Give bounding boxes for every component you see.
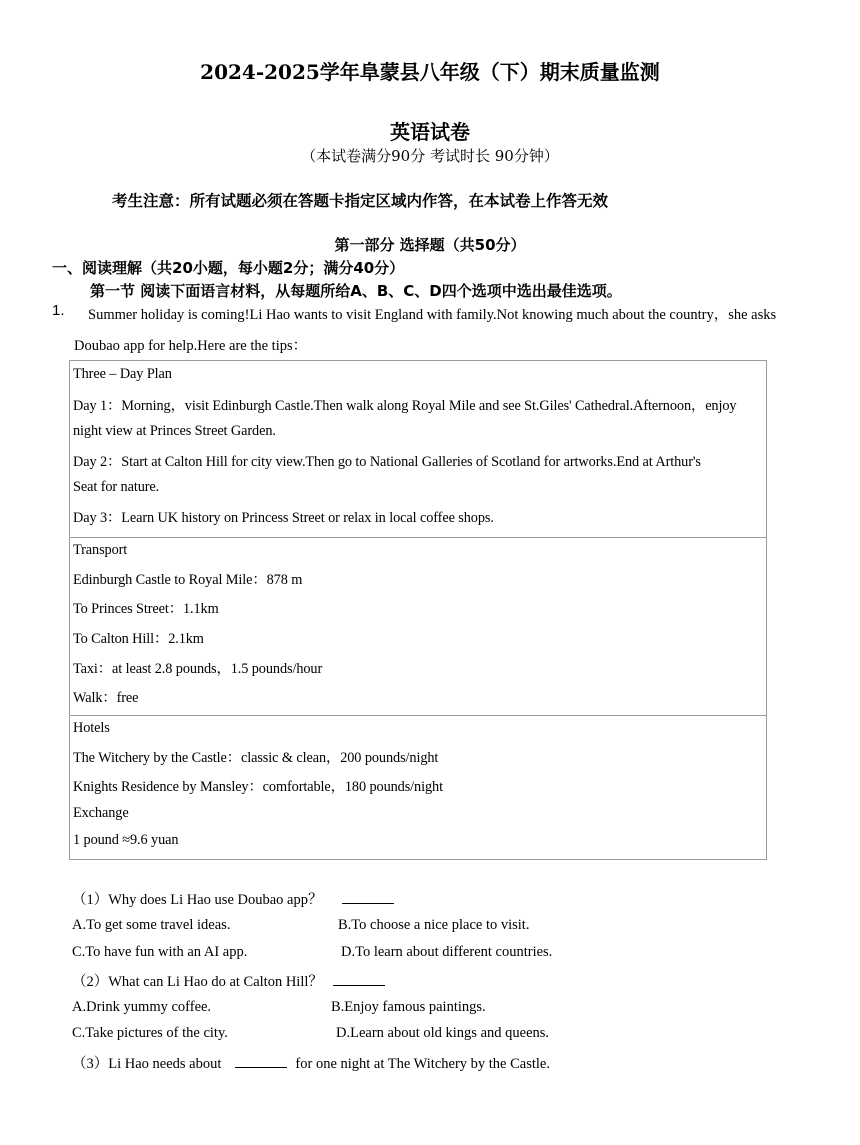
transport-heading: Transport <box>73 542 128 558</box>
plan-day1-line2: night view at Princes Street Garden. <box>73 423 276 439</box>
question-intro-line-2: Doubao app for help.Here are the tips： <box>74 338 308 354</box>
subquestion-3-text-after: for one night at The Witchery by the Castle. <box>295 1056 550 1072</box>
transport-line-3: To Calton Hill：2.1km <box>73 631 204 647</box>
question-intro-line-1: Summer holiday is coming!Li Hao wants to visit England with family.Not knowing much about the country，she asks <box>88 307 777 323</box>
exam-notice: 考生注意：所有试题必须在答题卡指定区域内作答，在本试卷上作答无效 <box>112 192 609 210</box>
option-1b: B.To choose a nice place to visit. <box>338 917 530 933</box>
transport-line-2: To Princes Street：1.1km <box>73 601 219 617</box>
part-title: 第一部分 选择题（共50分） <box>334 236 526 254</box>
tips-row-hotels <box>70 715 766 859</box>
option-2a: A.Drink yummy coffee. <box>72 999 212 1015</box>
plan-day1-line1: Day 1：Morning，visit Edinburgh Castle.Then walk along Royal Mile and see St.Giles' Cathedral.Afternoon，enjoy <box>73 398 737 414</box>
exchange-rate: 1 pound ≈9.6 yuan <box>73 832 179 848</box>
option-2c: C.Take pictures of the city. <box>72 1025 228 1041</box>
transport-line-4: Taxi：at least 2.8 pounds，1.5 pounds/hour <box>73 661 323 677</box>
question-number: 1. <box>52 302 65 319</box>
subquestion-2-stem <box>72 970 391 991</box>
option-1a: A.To get some travel ideas. <box>72 917 231 933</box>
tips-row-transport <box>70 537 766 715</box>
answer-blank[interactable] <box>342 889 394 904</box>
exam-title: 2024-2025学年阜蒙县八年级（下）期末质量监测 <box>200 60 660 84</box>
tips-row-plan <box>70 361 766 537</box>
exam-meta: （本试卷满分90分 考试时长 90分钟） <box>301 147 559 165</box>
option-2b: B.Enjoy famous paintings. <box>331 999 486 1015</box>
section-subheading: 第一节 阅读下面语言材料，从每题所给A、B、C、D四个选项中选出最佳选项。 <box>90 282 622 300</box>
transport-line-5: Walk：free <box>73 690 139 706</box>
option-1d: D.To learn about different countries. <box>341 944 553 960</box>
answer-blank[interactable] <box>333 971 385 986</box>
option-2d: D.Learn about old kings and queens. <box>336 1025 550 1041</box>
tips-table <box>69 360 767 860</box>
subquestion-2-text: （2）What can Li Hao do at Calton Hill？ <box>72 974 323 990</box>
plan-day2-line1: Day 2：Start at Calton Hill for city view.Then go to National Galleries of Scotland for artworks.End at Arthur's <box>73 454 701 470</box>
plan-heading: Three – Day Plan <box>73 366 172 382</box>
plan-day2-line2: Seat for nature. <box>73 479 160 495</box>
option-1c: C.To have fun with an AI app. <box>72 944 248 960</box>
plan-day3: Day 3：Learn UK history on Princess Street or relax in local coffee shops. <box>73 510 494 526</box>
subquestion-1-text: （1）Why does Li Hao use Doubao app？ <box>72 892 323 908</box>
hotel-line-1: The Witchery by the Castle：classic & clean，200 pounds/night <box>73 750 439 766</box>
section-heading: 一、阅读理解（共20小题，每小题2分；满分40分） <box>52 259 405 277</box>
exam-subject: 英语试卷 <box>390 120 470 144</box>
exchange-heading: Exchange <box>73 805 129 821</box>
subquestion-1-stem <box>72 888 400 909</box>
hotels-heading: Hotels <box>73 720 110 736</box>
hotel-line-2: Knights Residence by Mansley：comfortable，180 pounds/night <box>73 779 443 795</box>
subquestion-3-text-before: （3）Li Hao needs about <box>72 1056 222 1072</box>
subquestion-3-stem <box>72 1052 550 1073</box>
transport-line-1: Edinburgh Castle to Royal Mile：878 m <box>73 572 303 588</box>
answer-blank[interactable] <box>235 1053 287 1068</box>
